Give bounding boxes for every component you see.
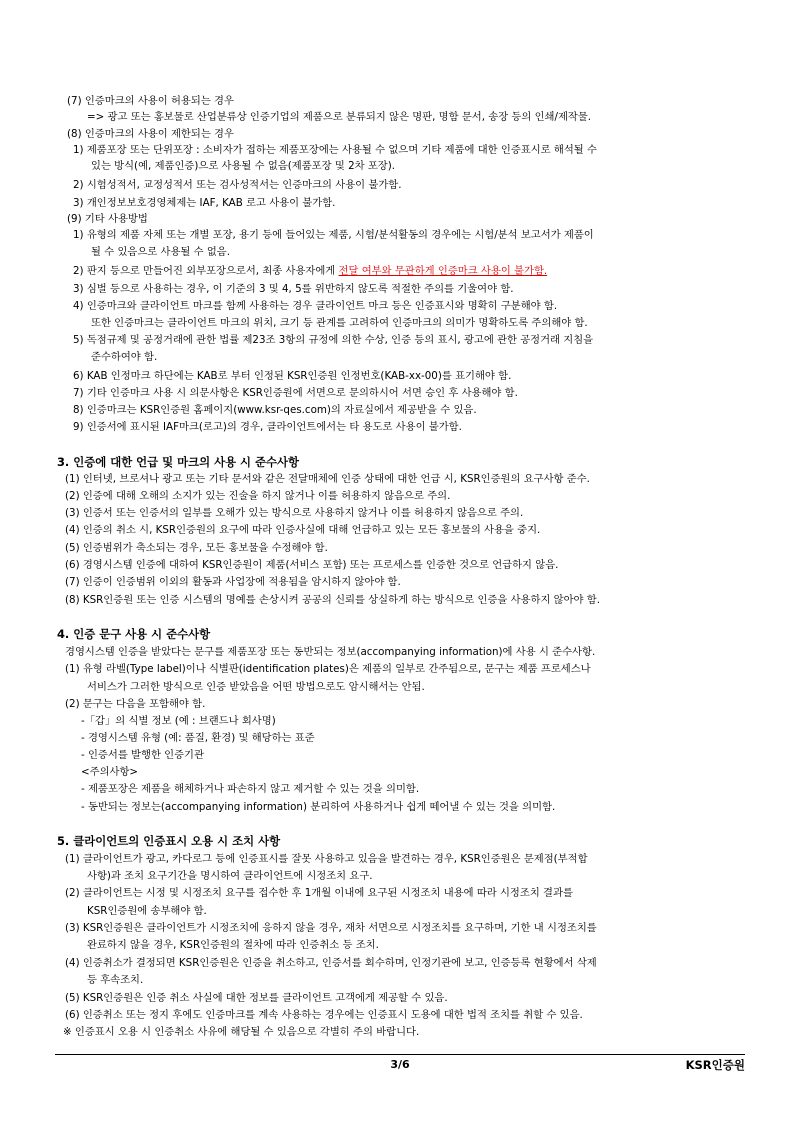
section-3-item-2: (2) 인증에 대해 오해의 소지가 있는 진술을 하지 않거나 이를 허용하지 않음으로 주의.	[65, 490, 451, 502]
section-4-bullet-1: -「갑」의 식별 정보 (예 : 브랜드나 회사명)	[81, 715, 276, 727]
section-4-item-1-cont: 서비스가 그러한 방식으로 인증 받았음을 어떤 방법으로도 암시해서는 안됨.	[87, 681, 425, 693]
section-3-item-8: (8) KSR인증원 또는 인증 시스템의 명예를 손상시켜 공공의 신뢰를 상실하게 하는 방식으로 인증을 사용하지 않아야 함.	[65, 594, 601, 606]
section-3-heading: 3. 인증에 대한 언급 및 마크의 사용 시 준수사항	[57, 455, 300, 469]
item-9-2-text: 2) 판지 등으로 만들어진 외부포장으로서, 최종 사용자에게	[73, 265, 339, 277]
section-5-item-2-cont: KSR인증원에 송부해야 함.	[87, 905, 207, 917]
section-5-item-1-cont: 사항)과 조치 요구기간을 명시하여 클라이언트에 시정조치 요구.	[87, 870, 373, 882]
item-9-6: 6) KAB 인정마크 하단에는 KAB로 부터 인정된 KSR인증원 인정번호(KAB-xx-00)를 표기해야 함.	[73, 370, 512, 382]
section-4-bullet-3: - 인증서를 발행한 인증기관	[81, 749, 204, 761]
section-4-caution-1: - 제품포장은 제품을 해체하거나 파손하지 않고 제거할 수 있는 것을 의미함.	[81, 783, 420, 795]
section-5-item-2: (2) 클라이언트는 시정 및 시정조치 요구를 접수한 후 1개월 이내에 요구된 시정조치 내용에 따라 시정조치 결과를	[65, 887, 573, 899]
item-9-5: 5) 독점규제 및 공정거래에 관한 법률 제23조 3항의 규정에 의한 수상, 인증 등의 표시, 광고에 관한 공정거래 지침을	[73, 334, 594, 346]
item-9-9: 9) 인증서에 표시된 IAF마크(로고)의 경우, 클라이언트에서는 타 용도로 사용이 불가함.	[73, 421, 462, 433]
section-3-item-3: (3) 인증서 또는 인증서의 일부를 오해가 있는 방식으로 사용하지 않거나 이를 허용하지 않음으로 주의.	[65, 507, 524, 519]
item-8-1-cont: 있는 방식(예, 제품인증)으로 사용될 수 없음(제품포장 및 2차 포장).	[91, 160, 396, 172]
section-5-item-5: (5) KSR인증원은 인증 취소 사실에 대한 정보를 클라이언트 고객에게 제공할 수 있음.	[65, 992, 448, 1004]
section-5-item-6: (6) 인증취소 또는 정지 후에도 인증마크를 계속 사용하는 경우에는 인증표시 도용에 대한 법적 조치를 취할 수 있음.	[65, 1009, 583, 1021]
item-8-3: 3) 개인정보보호경영체제는 IAF, KAB 로고 사용이 불가함.	[73, 197, 336, 209]
section-4-heading: 4. 인증 문구 사용 시 준수사항	[57, 627, 211, 641]
section-3-item-4: (4) 인증의 취소 시, KSR인증원의 요구에 따라 인증사실에 대해 언급하고 있는 모든 홍보물의 사용을 중지.	[65, 524, 541, 536]
item-9-4: 4) 인증마크와 클라이언트 마크를 함께 사용하는 경우 클라이언트 마크 등은 인증표시와 명확히 구분해야 함.	[73, 300, 558, 312]
section-4-caution-2: - 동반되는 정보는(accompanying information) 분리하여 사용하거나 쉽게 떼어낼 수 있는 것을 의미함.	[81, 801, 556, 813]
item-8-heading: (8) 인증마크의 사용이 제한되는 경우	[67, 128, 234, 140]
section-5-item-4: (4) 인증취소가 결정되면 KSR인증원은 인증을 취소하고, 인증서를 회수하며, 인정기관에 보고, 인증등록 현황에서 삭제	[65, 957, 597, 969]
item-9-2-emphasis: 전달 여부와 무관하게 인증마크 사용이 불가함.	[338, 265, 548, 277]
section-4-item-1: (1) 유형 라벨(Type label)이나 식별판(identification plates)은 제품의 일부로 간주됨으로, 문구는 제품 프로세스나	[65, 663, 591, 675]
footer-org-name: KSR인증원	[685, 1058, 745, 1072]
section-3-item-6: (6) 경영시스템 인증에 대하여 KSR인증원이 제품(서비스 포함) 또는 프로세스를 인증한 것으로 언급하지 않음.	[65, 559, 559, 571]
section-4-bullet-2: - 경영시스템 유형 (예: 품질, 환경) 및 해당하는 표준	[81, 732, 315, 744]
item-9-8: 8) 인증마크는 KSR인증원 홈페이지(www.ksr-qes.com)의 자료실에서 제공받을 수 있음.	[73, 404, 477, 416]
section-4-intro: 경영시스템 인증을 받았다는 문구를 제품포장 또는 동반되는 정보(accompanying information)에 사용 시 준수사항.	[65, 646, 596, 658]
item-9-3: 3) 심벌 등으로 사용하는 경우, 이 기준의 3 및 4, 5를 위반하지 않도록 적절한 주의를 기울여야 함.	[73, 283, 514, 295]
item-9-2	[73, 264, 547, 278]
item-9-5-cont: 준수하여야 함.	[91, 351, 158, 363]
section-4-caution-label: <주의사항>	[81, 766, 139, 778]
section-3-item-1: (1) 인터넷, 브로셔나 광고 또는 기타 문서와 같은 전달매체에 인증 상태에 대한 언급 시, KSR인증원의 요구사항 준수.	[65, 473, 590, 485]
item-7-text: => 광고 또는 홍보물로 산업분류상 인증기업의 제품으로 분류되지 않은 명판, 명함 문서, 송장 등의 인쇄/제작물.	[87, 111, 592, 123]
section-3-item-7: (7) 인증이 인증범위 이외의 활동과 사업장에 적용됨을 암시하지 않아야 함.	[65, 576, 401, 588]
item-8-1: 1) 제품포장 또는 단위포장 : 소비자가 접하는 제품포장에는 사용될 수 없으며 기타 제품에 대한 인증표시로 해석될 수	[73, 144, 597, 156]
section-5-heading: 5. 클라이언트의 인증표시 오용 시 조치 사항	[57, 834, 281, 848]
section-4-item-2: (2) 문구는 다음을 포함해야 함.	[65, 698, 206, 710]
item-8-2: 2) 시험성적서, 교정성적서 또는 검사성적서는 인증마크의 사용이 불가함.	[73, 179, 402, 191]
item-9-1-cont: 될 수 있음으로 사용될 수 없음.	[91, 246, 230, 258]
section-5-item-3: (3) KSR인증원은 클라이언트가 시정조치에 응하지 않을 경우, 재차 서면으로 시정조치를 요구하며, 기한 내 시정조치를	[65, 922, 597, 934]
section-5-item-1: (1) 클라이언트가 광고, 카다로그 등에 인증표시를 잘못 사용하고 있음을 발견하는 경우, KSR인증원은 문제점(부적합	[65, 853, 588, 865]
section-5-item-4-cont: 등 후속조치.	[87, 974, 144, 986]
item-9-7: 7) 기타 인증마크 사용 시 의문사항은 KSR인증원에 서면으로 문의하시어 서면 승인 후 사용해야 함.	[73, 387, 518, 399]
item-7-heading: (7) 인증마크의 사용이 허용되는 경우	[67, 95, 234, 107]
section-5-note: ※ 인증표시 오용 시 인증취소 사유에 해당될 수 있음으로 각별히 주의 바랍니다.	[63, 1026, 420, 1038]
item-9-heading: (9) 기타 사용방법	[67, 213, 148, 225]
item-9-4-cont: 또한 인증마크는 클라이언트 마크의 위치, 크기 등 관계를 고려하여 인증마크의 의미가 명확하도록 주의해야 함.	[91, 317, 588, 329]
page-number: 3/6	[390, 1058, 410, 1071]
section-5-item-3-cont: 완료하지 않을 경우, KSR인증원의 절차에 따라 인증취소 등 조치.	[87, 939, 379, 951]
section-3-item-5: (5) 인증범위가 축소되는 경우, 모든 홍보물을 수정해야 함.	[65, 542, 328, 554]
item-9-1: 1) 유형의 제품 자체 또는 개별 포장, 용기 등에 들어있는 제품, 시험/분석활동의 경우에는 시험/분석 보고서가 제품이	[73, 229, 594, 241]
footer-rule	[55, 1054, 745, 1055]
